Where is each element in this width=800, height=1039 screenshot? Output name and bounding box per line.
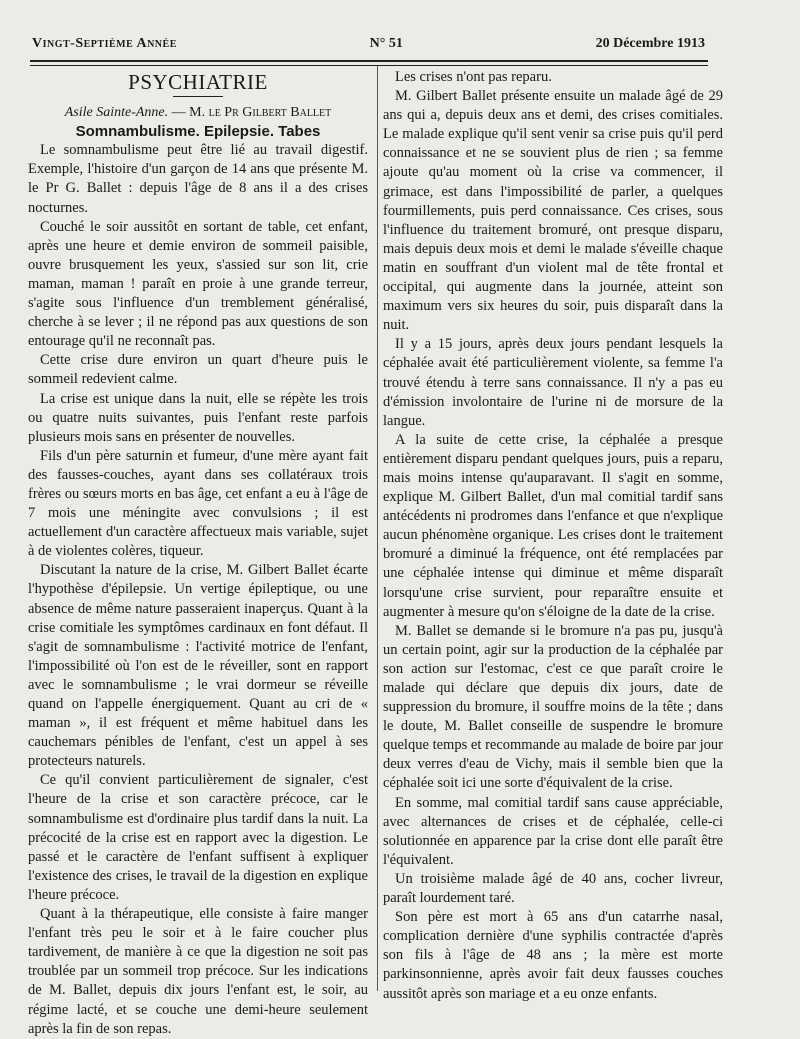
paragraph: Ce qu'il convient particulièrement de signaler, c'est l'heure de la crise et son caractère précoce, car le somnambulisme est d'ordinaire plus tardif dans la nuit. La précocité de la crise est en rapport avec la digestion. Le passé et le caractère de l'enfant suffisent à expliquer l'existence des crises, le travail de la digestion en explique l'heure précoce. (28, 772, 368, 903)
article-subtitle: Somnambulisme. Epilepsie. Tabes (75, 123, 321, 141)
paragraph: Un troisième malade âgé de 40 ans, cocher livreur, paraît lourdement taré. (383, 870, 723, 907)
paragraph: M. Gilbert Ballet présente ensuite un malade âgé de 29 ans qui a, depuis deux ans et demi, des crises comitiales. Le malade explique qu'il sent venir sa crise puis qu'il perd connaissance et ne se souvient plus de rien ; sa femme ajoute qu'au moment où la crise va commencer, il grimace, est dans l'impossibilité de parler, a quelques fourmillements, puis perd connaissance. Ces crises, sous l'influence du traitement bromuré, ont presque disparu, mais depuis deux mois et demi le malade s'éveille chaque matin en souffrant d'un violent mal de tête frontal et occipital, qui augmente dans la journée, atteint son maximum vers six heures du soir, puis disparaît dans la nuit. (383, 88, 723, 334)
volume-label: Vingt-Septième Année (32, 36, 177, 51)
running-head (32, 33, 705, 55)
byline-author: — M. le Pr Gilbert Ballet (171, 105, 332, 121)
section-title: PSYCHIATRIE (128, 70, 268, 94)
title-rule (173, 96, 223, 97)
paragraph: En somme, mal comitial tardif sans cause appréciable, avec alternances de crises et de céphalée, celle-ci solutionnée en apparence par la crise dont elle paraît être l'équivalent. (383, 794, 723, 868)
paragraph: Couché le soir aussitôt en sortant de table, cet enfant, après une heure et demie environ de sommeil paisible, ouvre brusquement les yeux, s'assied sur son lit, crie maman, maman ! paraît en proie à une grande terreur, s'agite sous l'influence d'un tremblement généralisé, cherche à se lever ; il ne répond pas aux questions de son entourage qu'il ne reconnaît pas. (28, 218, 368, 350)
paragraph: Fils d'un père saturnin et fumeur, d'une mère ayant fait des fausses-couches, ayant dans ses collatéraux trois frères ou sœurs morts en bas âge, cet enfant a eu à l'âge de 7 mois une méningite avec convulsions ; il est actuellement d'un caractère affectueux mais variable, sujet à de violentes colères, tiqueur. (28, 447, 368, 560)
paragraph: Le somnambulisme peut être lié au travail digestif. Exemple, l'histoire d'un garçon de 14 ans que présente M. le Pr G. Ballet : depuis l'âge de 8 ans il a des crises nocturnes. (28, 142, 368, 216)
left-column (28, 68, 368, 1039)
byline (28, 103, 368, 122)
byline-place: Asile Sainte-Anne. (64, 105, 169, 121)
paragraph: M. Ballet se demande si le bromure n'a pas pu, jusqu'à un certain point, agir sur la production de la céphalée par son action sur l'estomac, c'est ce que paraît croire le malade qui déclare que depuis dix jours, date de suppression du bromure, il souffre moins de la tête ; dans le doute, M. Ballet conseille de suspendre le bromure quelque temps et recommande au malade de boire par jour deux verres d'eau de Vichy, mais il semble bien que la céphalée soit ici une sorte d'équivalent de la crise. (383, 622, 723, 792)
column-divider (377, 66, 378, 991)
paragraph: Discutant la nature de la crise, M. Gilbert Ballet écarte l'hypothèse d'épilepsie. Un vertige épileptique, ou une absence de même nature passeraient inaperçus. Quant à la crise comitiale les symptômes cardinaux en font défaut. Il s'agit de somnambulisme : l'activité motrice de l'enfant, l'impossibilité où l'on est de le réveiller, sont en rapport avec le somnambulisme ; le vrai dormeur se réveille quand on l'appelle énergiquement. Quant au cri de « maman », il est fréquent et même habituel dans les cauchemars pénibles de l'enfant, c'est un appel à ses protecteurs naturels. (28, 562, 368, 770)
paragraph: Quant à la thérapeutique, elle consiste à faire manger l'enfant très peu le soir et à le faire coucher plus tardivement, de manière à ce que la digestion ne soit pas troublée par un sommeil trop précoce. Sur les indications de M. Ballet, depuis dix jours l'enfant est, le soir, au régime lacté, et se couche une demi-heure seulement après la fin de son repas. (28, 906, 368, 1037)
issue-number: N° 51 (369, 36, 403, 51)
paragraph: Cette crise dure environ un quart d'heure puis le sommeil redevient calme. (28, 352, 368, 388)
paragraph: Il y a 15 jours, après deux jours pendant lesquels la céphalée avait été particulièrement violente, sa femme l'a trouvé étendu à terre sans connaissance. Il n'y a pas eu d'émission involontaire de l'urine ni de morsure de la langue. (383, 336, 723, 429)
paragraph: Son père est mort à 65 ans d'un catarrhe nasal, complication dernière d'une syphilis contractée d'après son fils à l'âge de 48 ans ; la mère est morte parkinsonnienne, après avoir fait deux fausses couches aussitôt après son mariage et a eu onze enfants. (383, 909, 723, 1002)
paragraph: A la suite de cette crise, la céphalée a presque entièrement disparu pendant quelques jours, puis a reparu, mais moins intense qu'auparavant. Il s'agit en somme, explique M. Gilbert Ballet, d'un mal comitial tardif sans antécédents ni prodromes dans l'enfance et que n'explique aucun phénomène organique. Les crises dont le traitement bromuré a diminué la fréquence, ont été remplacées par une céphalée intense qui diminue et même disparaît lorsqu'une crise survient, pour reparaître ensuite et augmenter à mesure qu'on s'éloigne de la date de la crise. (383, 431, 723, 620)
paragraph: Les crises n'ont pas reparu. (395, 69, 552, 85)
paragraph: La crise est unique dans la nuit, elle se répète les trois ou quatre nuits suivantes, puis l'enfant reste parfois plusieurs mois sans en présenter de nouvelles. (28, 390, 368, 445)
right-column (383, 68, 723, 1004)
header-rule (30, 60, 708, 66)
issue-date: 20 Décembre 1913 (595, 36, 705, 51)
